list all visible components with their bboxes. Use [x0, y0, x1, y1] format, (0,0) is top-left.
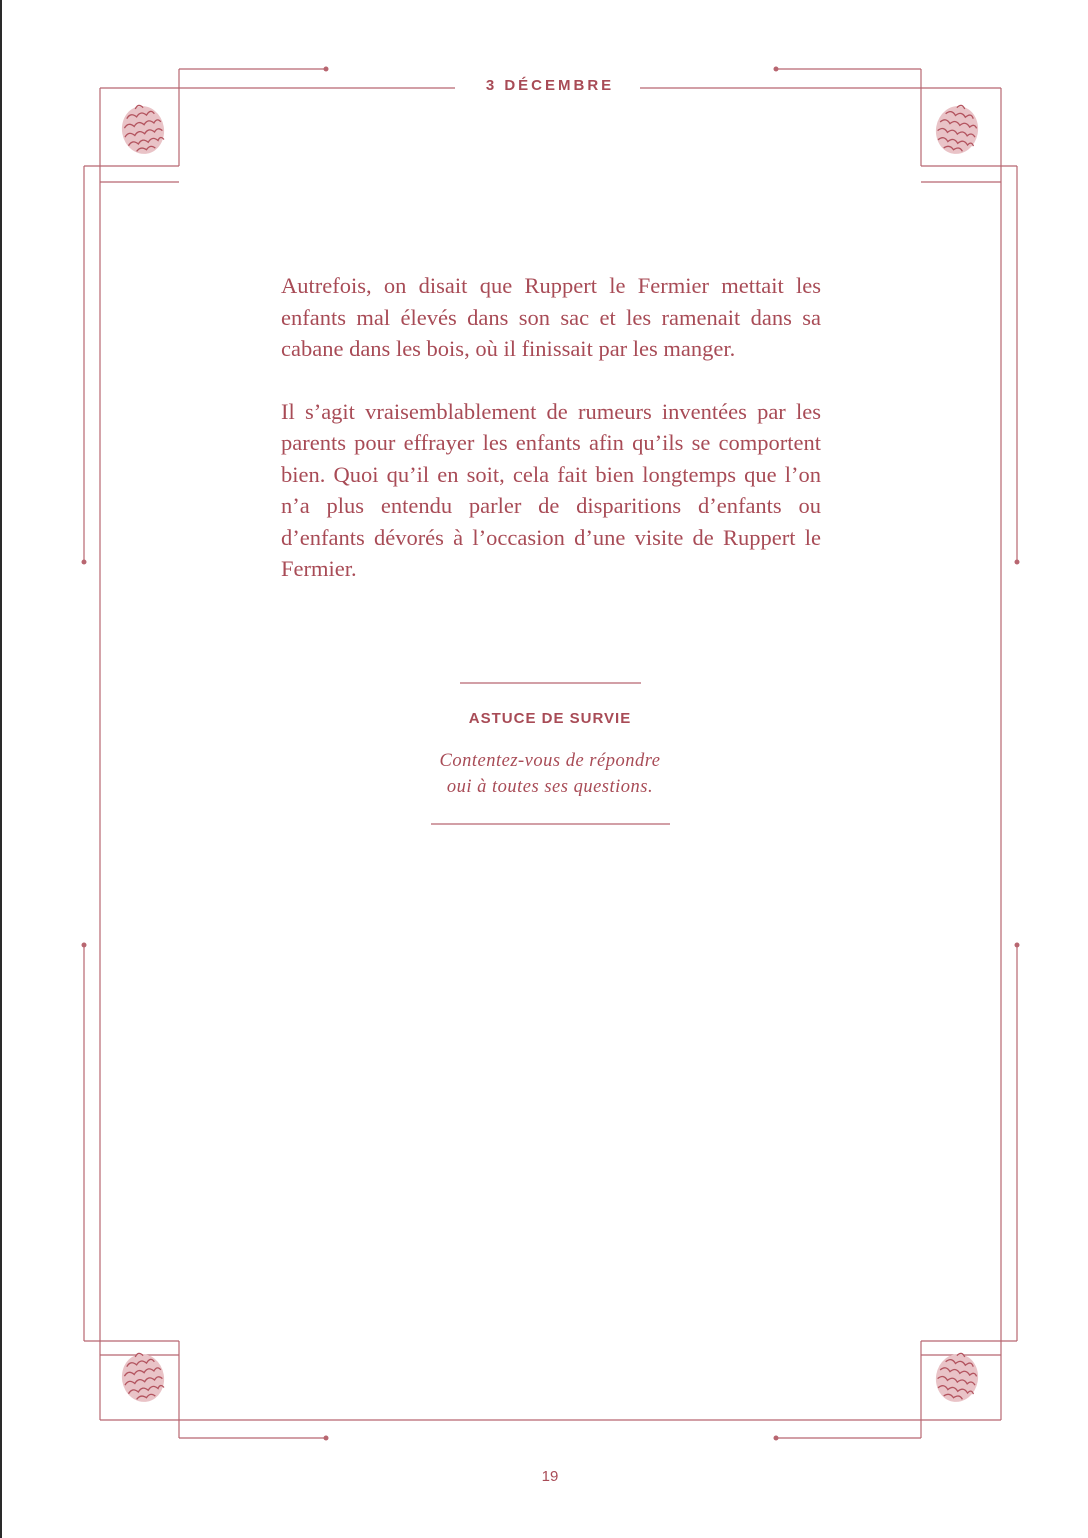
pinecone-icon	[932, 102, 982, 158]
pinecone-icon	[118, 1350, 168, 1406]
page-number: 19	[541, 1468, 559, 1485]
tip-title: ASTUCE DE SURVIE	[468, 710, 632, 727]
page-header-date: 3 DÉCEMBRE	[485, 77, 615, 94]
tip-line: Contentez-vous de répondre	[439, 751, 661, 771]
body-text	[281, 270, 821, 616]
pinecone-icon	[932, 1350, 982, 1406]
paragraph: Il s’agit vraisemblablement de rumeurs inventées par les parents pour effrayer les enfants afin qu’ils se comportent bien. Quoi qu’il en soit, cela fait bien longtemps que l’on n’a plus entendu parler de disparitions d’enfants ou d’enfants dévorés à l’occasion d’une visite de Ruppert le Fermier.	[281, 398, 821, 581]
paragraph: Autrefois, on disait que Ruppert le Fermier mettait les enfants mal élevés dans son sac et les ramenait dans sa cabane dans les bois, où il finissait par les manger.	[281, 273, 821, 361]
tip-line: oui à toutes ses questions.	[446, 777, 654, 797]
pinecone-icon	[118, 102, 168, 158]
tip-text	[380, 748, 720, 800]
